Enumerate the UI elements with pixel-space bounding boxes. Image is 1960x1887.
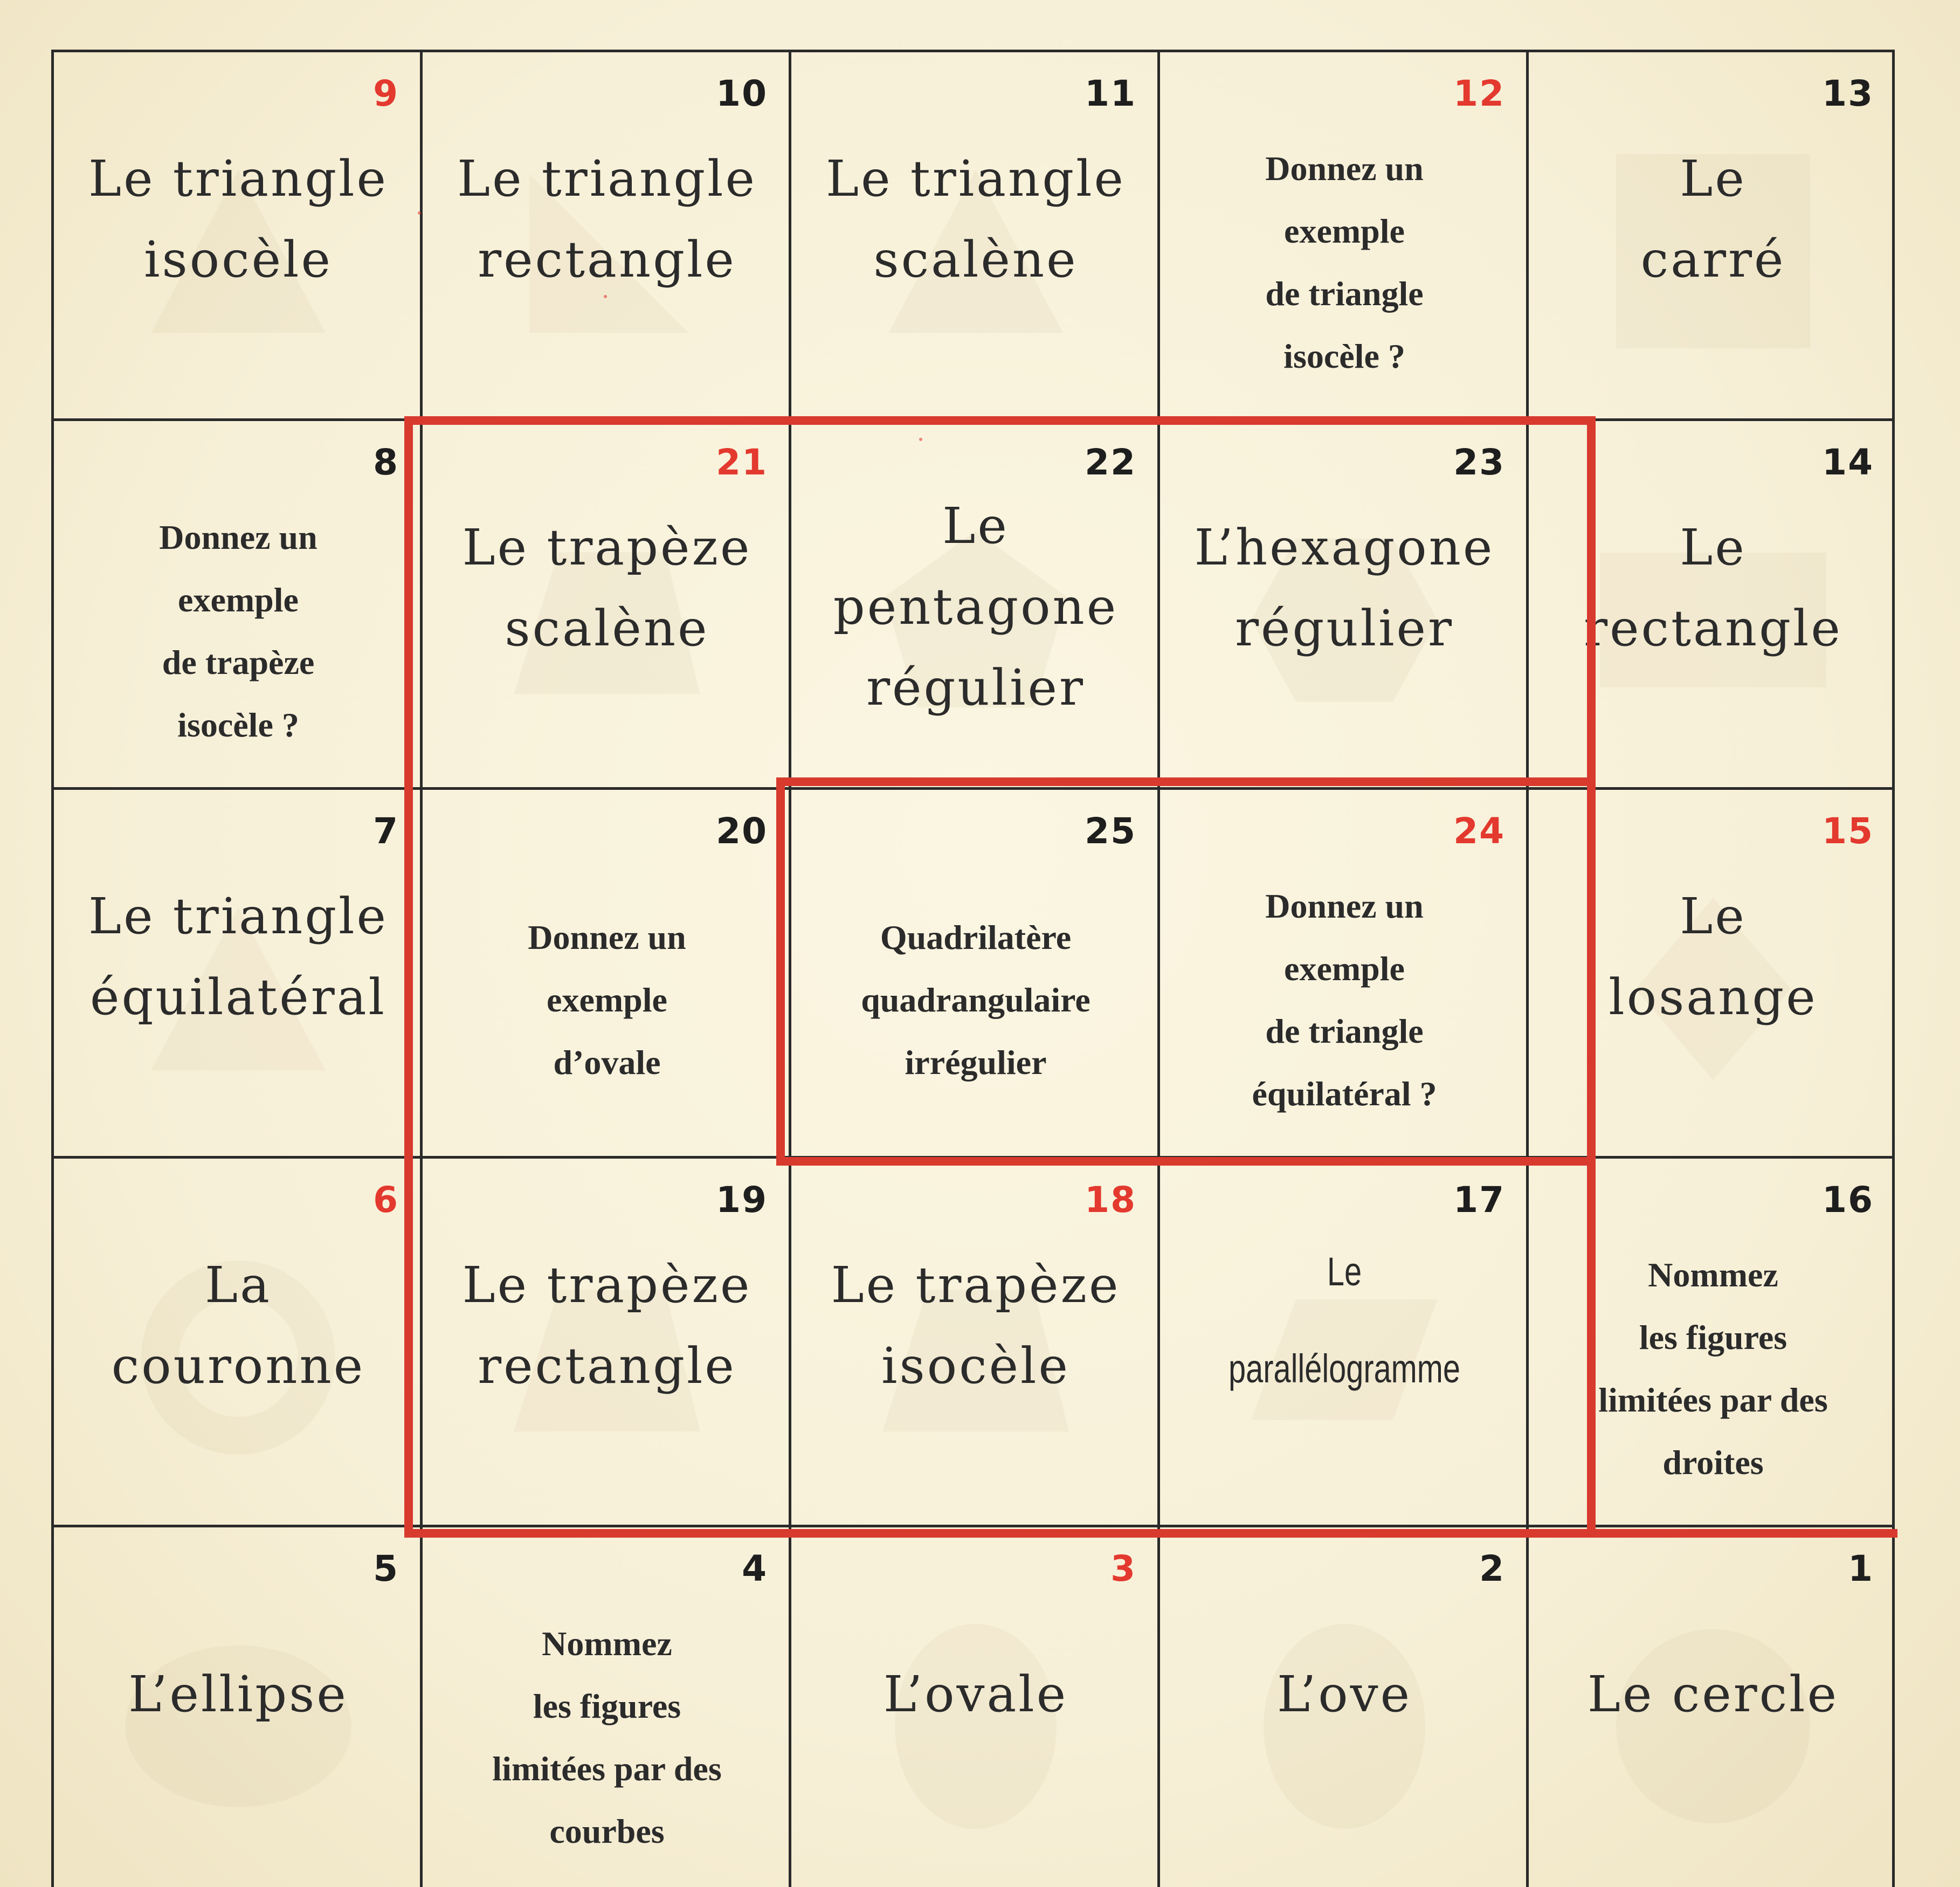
- square-number: 11: [1085, 73, 1136, 114]
- board-square-5[interactable]: [54, 1527, 423, 1887]
- square-label: Le carré: [1640, 150, 1786, 288]
- square-label: Le triangle isocèle: [88, 150, 389, 288]
- square-label: Le triangle rectangle: [457, 150, 757, 288]
- square-label: Nommez les figures limitées par des droites: [1598, 1256, 1828, 1482]
- square-number: 2: [1479, 1548, 1505, 1589]
- board-square-3[interactable]: [791, 1527, 1160, 1887]
- square-label: Nommez les figures limitées par des courbes: [492, 1624, 722, 1850]
- square-label: Le trapèze scalène: [462, 519, 752, 657]
- square-number: 6: [373, 1179, 399, 1221]
- square-number: 1: [1848, 1548, 1874, 1589]
- square-number: 10: [716, 73, 768, 114]
- square-label: Le trapèze rectangle: [462, 1256, 752, 1395]
- game-board: [51, 50, 1895, 1887]
- square-label: L’ove: [1276, 1665, 1412, 1723]
- square-label: Le cercle: [1587, 1665, 1839, 1723]
- grid-line: [51, 50, 54, 1887]
- square-number: 18: [1085, 1179, 1136, 1221]
- spiral-path-inner: [776, 777, 1596, 1166]
- board-square-2[interactable]: [1160, 1527, 1529, 1887]
- square-label: L’ovale: [883, 1665, 1068, 1723]
- square-label: L’ellipse: [128, 1665, 348, 1723]
- ink-speck: [919, 438, 922, 441]
- board-square-11[interactable]: [791, 52, 1160, 421]
- board-square-6[interactable]: [54, 1159, 423, 1527]
- square-label: Le parallélogramme: [1229, 1249, 1460, 1391]
- square-label: Le pentagone régulier: [833, 497, 1119, 717]
- square-number: 22: [1085, 442, 1136, 483]
- square-label: Quadrilatère quadrangulaire irrégulier: [861, 918, 1091, 1082]
- board-square-1[interactable]: [1529, 1527, 1897, 1887]
- square-number: 13: [1822, 73, 1874, 114]
- grid-line: [51, 50, 1895, 52]
- grid-line: [1892, 50, 1895, 1887]
- square-number: 17: [1453, 1179, 1505, 1221]
- board-square-8[interactable]: [54, 421, 423, 790]
- spiral-path-tail: [1587, 1529, 1897, 1538]
- square-number: 14: [1822, 442, 1874, 483]
- square-number: 8: [373, 442, 399, 483]
- square-number: 4: [742, 1548, 768, 1589]
- square-number: 16: [1822, 1179, 1874, 1221]
- ink-speck: [604, 295, 607, 298]
- board-square-12[interactable]: [1160, 52, 1529, 421]
- square-number: 15: [1822, 810, 1874, 852]
- board-square-4[interactable]: [423, 1527, 791, 1887]
- square-number: 19: [716, 1179, 768, 1221]
- square-number: 24: [1453, 810, 1505, 852]
- square-label: Donnez un exemple de triangle équilatéral ?: [1252, 887, 1437, 1113]
- square-label: Le triangle équilatéral: [88, 887, 389, 1026]
- square-label: L’hexagone régulier: [1194, 519, 1495, 657]
- square-number: 7: [373, 810, 399, 852]
- square-label: Donnez un exemple de triangle isocèle ?: [1265, 149, 1424, 375]
- square-number: 3: [1110, 1548, 1136, 1589]
- board-square-10[interactable]: [423, 52, 791, 421]
- square-number: 25: [1085, 810, 1136, 852]
- board-square-7[interactable]: [54, 790, 423, 1159]
- ink-speck: [418, 211, 421, 215]
- square-number: 20: [716, 810, 768, 852]
- board-square-13[interactable]: [1529, 52, 1897, 421]
- square-number: 5: [373, 1548, 399, 1589]
- square-label: Donnez un exemple de trapèze isocèle ?: [159, 518, 318, 744]
- square-number: 21: [716, 442, 768, 483]
- square-label: La couronne: [111, 1256, 365, 1395]
- square-label: Le losange: [1609, 887, 1818, 1026]
- square-number: 9: [373, 73, 399, 114]
- square-label: Donnez un exemple d’ovale: [528, 918, 686, 1082]
- square-number: 23: [1453, 442, 1505, 483]
- square-number: 12: [1453, 73, 1505, 114]
- square-label: Le rectangle: [1584, 519, 1842, 657]
- board-square-9[interactable]: [54, 52, 423, 421]
- square-label: Le trapèze isocèle: [831, 1256, 1121, 1395]
- square-label: Le triangle scalène: [825, 150, 1126, 288]
